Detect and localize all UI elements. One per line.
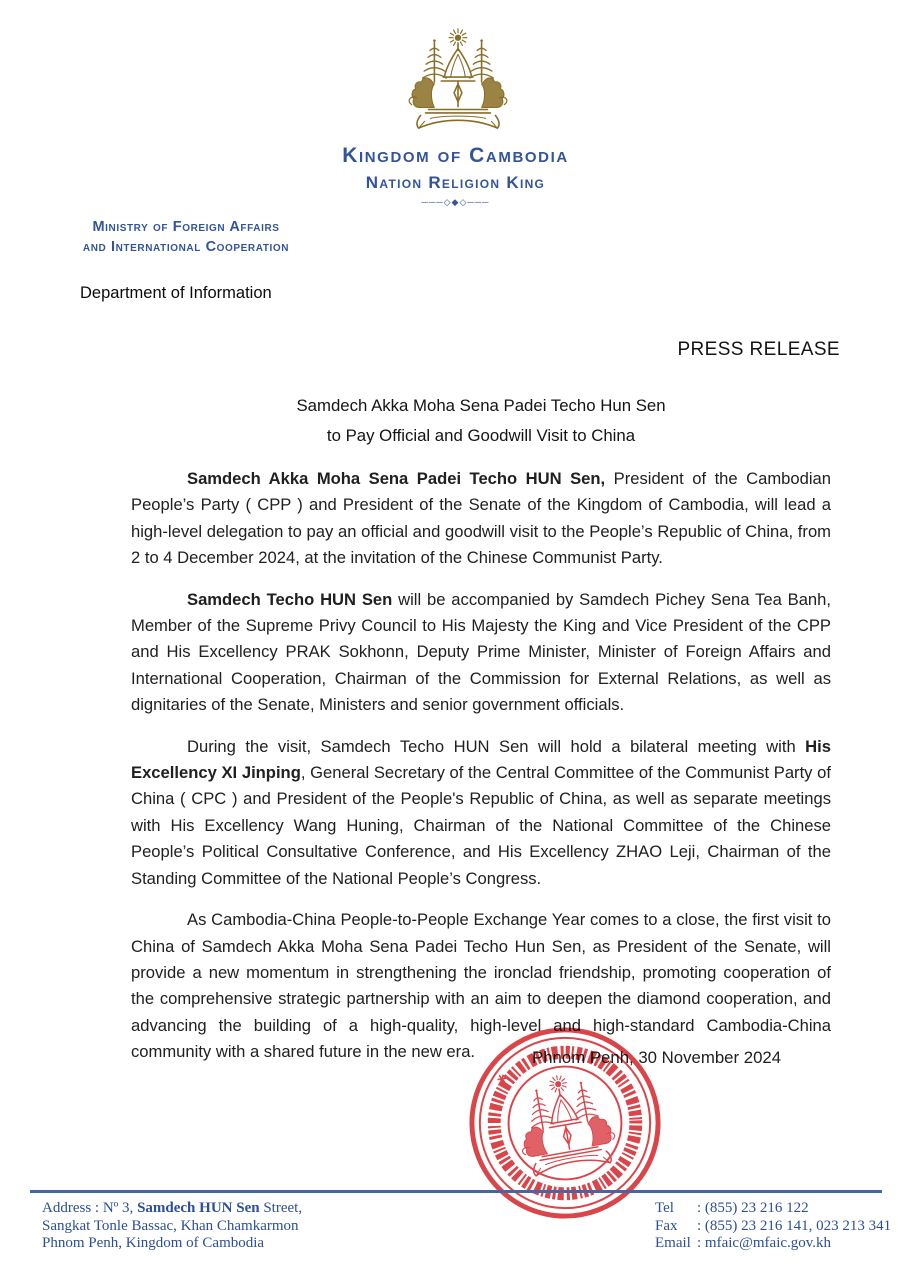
text-run: During the visit, Samdech Techo HUN Sen will hold a bilateral meeting with <box>187 736 806 756</box>
ministry-line-1: Ministry of Foreign Affairs <box>92 219 280 235</box>
contact-row-tel <box>655 1200 891 1218</box>
document-title <box>131 391 831 451</box>
text-run-bold: Samdech Techo HUN Sen <box>187 589 393 609</box>
contact-label: Fax <box>655 1217 678 1234</box>
ministry-line-2: and International Cooperation <box>82 239 290 255</box>
document-title-line-1: Samdech Akka Moha Sena Padei Techo Hun Sen <box>296 396 666 415</box>
contact-row-email <box>655 1235 891 1253</box>
national-motto: Nation Religion King <box>365 173 546 192</box>
text-run-bold: Samdech HUN Sen <box>137 1200 260 1216</box>
text-run-bold: Samdech Akka Moha Sena Padei Techo HUN Sen, <box>187 469 606 488</box>
text-run: Street, <box>259 1200 303 1216</box>
dateline: Phnom Penh, 30 November 2024 <box>532 1048 782 1067</box>
contact-value: : (855) 23 216 122 <box>697 1200 809 1216</box>
footer-contacts <box>655 1200 891 1253</box>
press-release-label: PRESS RELEASE <box>677 339 840 360</box>
footer-address <box>42 1200 302 1253</box>
text-run: President of the Cambodian People’s Party ( CPP ) and President of the Senate of the Kingdom of Cambodia, will lead a high-level delegation to pay an official and goodwill visit to the People’s Republic of China, from 2 to 4 December 2024, at the invitation of the Chinese Communist Party. <box>131 469 831 568</box>
text-run: As Cambodia-China People-to-People Exchange Year comes to a close, the first visit to China of Samdech Akka Moha Sena Padei Techo Hun Sen, as President of the Senate, will provide a new momentum in strengthening the ironclad friendship, promoting cooperation of the comprehensive strategic partnership with an aim to deepen the diamond cooperation, and advancing the building of a high-quality, high-level and high-standard Cambodia-China community with a shared future in the new era. <box>131 910 831 1062</box>
department-name: Department of Information <box>80 284 272 302</box>
contact-value: : (855) 23 216 141, 023 213 341 <box>697 1217 892 1234</box>
document-title-line-2: to Pay Official and Goodwill Visit to China <box>326 426 636 445</box>
address-line-3: Phnom Penh, Kingdom of Cambodia <box>42 1235 265 1252</box>
paragraph-3 <box>131 734 831 892</box>
red-royal-seal-icon <box>450 1008 679 1237</box>
ornament-divider-icon: ───◇◆◇─── <box>421 197 490 207</box>
kingdom-title: Kingdom of Cambodia <box>342 144 569 167</box>
text-run: will be accompanied by Samdech Pichey Sena Tea Banh, Member of the Supreme Privy Council to His Majesty the King and Vice President of the CPP and His Excellency PRAK Sokhonn, Deputy Prime Minister, Minister of Foreign Affairs and International Cooperation, Chairman of the Commission for External Relations, as well as dignitaries of the Senate, Ministers and senior government officials. <box>131 589 831 715</box>
text-run: , General Secretary of the Central Committee of the Communist Party of China ( CPC ) and President of the People's Republic of China, as well as separate meetings with His Excellency Wang Huning, Chairman of the National Committee of the Chinese People’s Political Consultative Conference, and His Excellency ZHAO Leji, Chairman of the Standing Committee of the National People’s Congress. <box>131 763 831 888</box>
royal-arms-icon <box>399 24 517 136</box>
contact-label: Email <box>655 1235 691 1252</box>
text-run-bold: His Excellency XI Jinping <box>131 736 831 783</box>
text-run: Address : Nº 3, <box>42 1200 138 1216</box>
contact-value: : mfaic@mfaic.gov.kh <box>697 1235 832 1252</box>
paragraph-2 <box>131 587 831 719</box>
address-line-2: Sangkat Tonle Bassac, Khan Chamkarmon <box>42 1217 299 1234</box>
contact-label: Tel <box>655 1200 674 1216</box>
contact-row-fax <box>655 1218 891 1236</box>
footer-divider <box>30 1190 882 1193</box>
body-paragraphs <box>131 466 831 1081</box>
ministry-name <box>45 217 327 257</box>
address-line-1 <box>42 1200 302 1218</box>
paragraph-1 <box>131 466 831 572</box>
